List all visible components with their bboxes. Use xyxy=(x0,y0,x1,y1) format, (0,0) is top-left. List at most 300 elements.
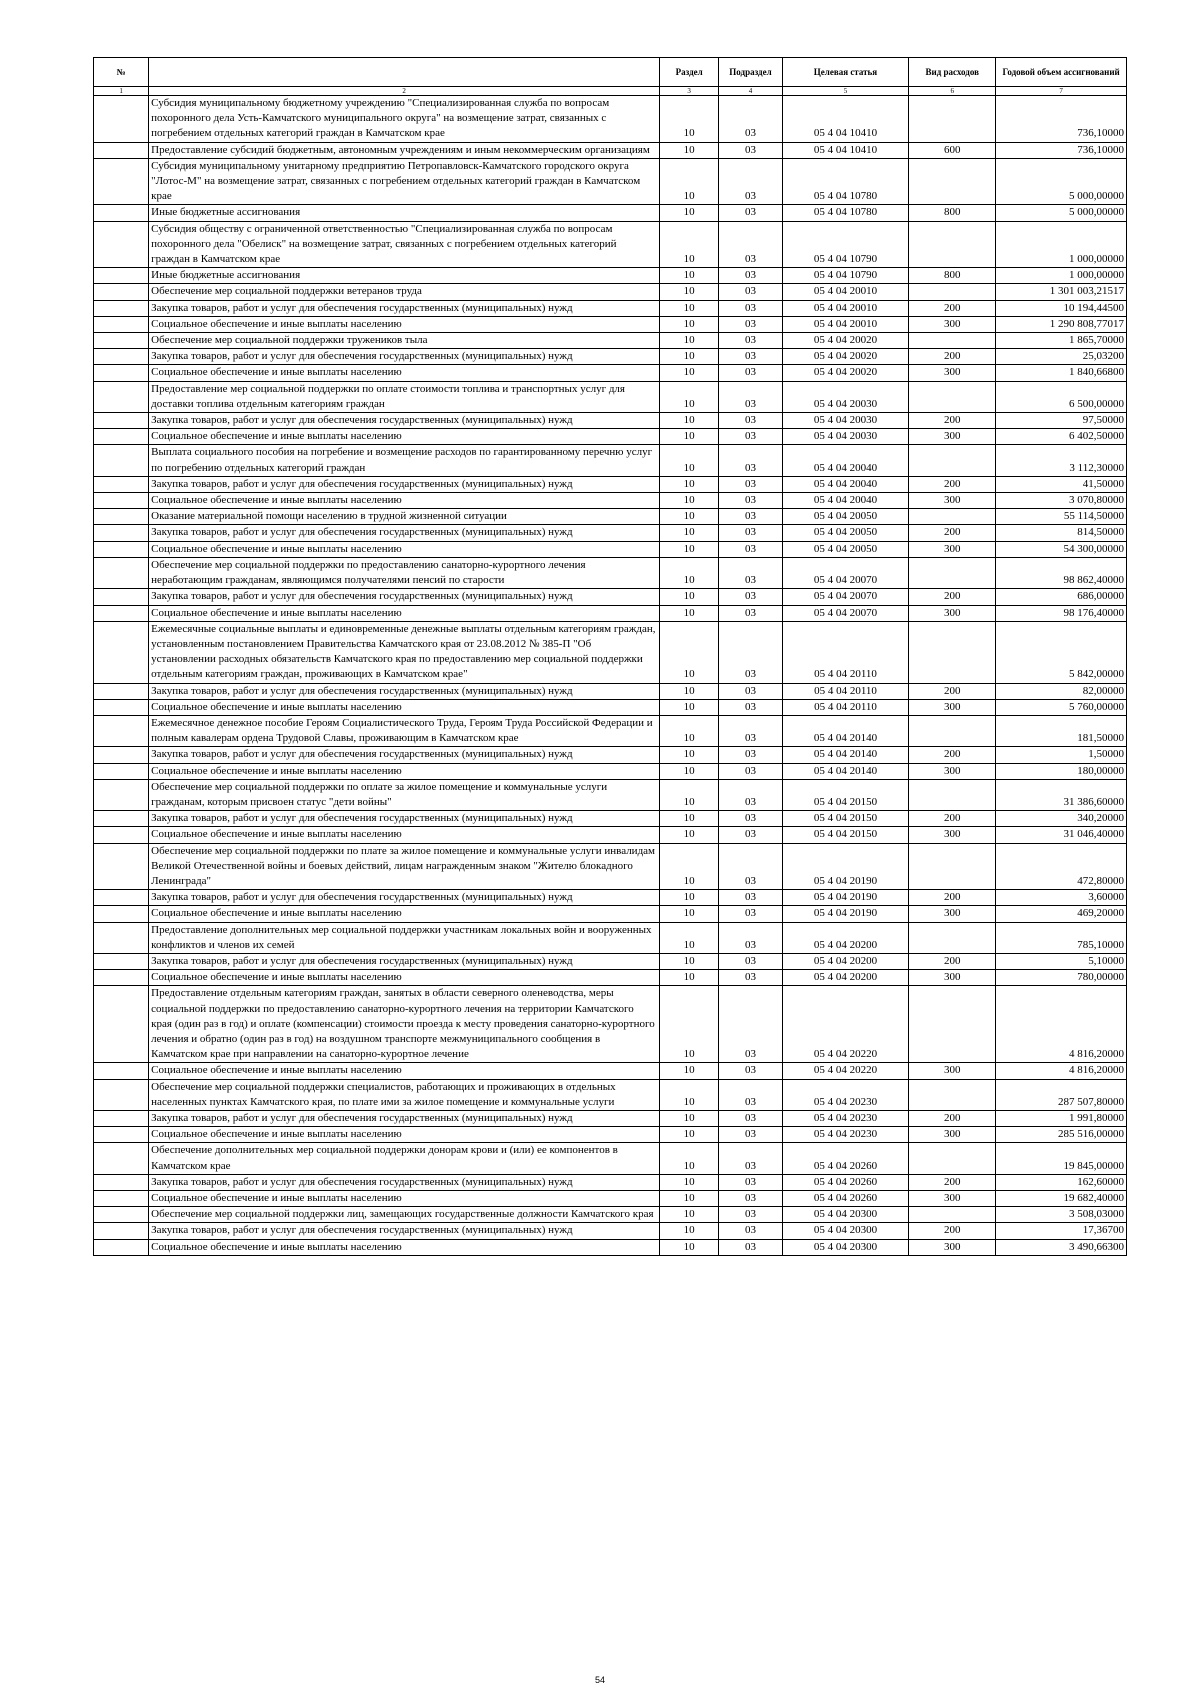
cell-tselevaya: 05 4 04 20030 xyxy=(782,413,909,429)
cell-podrazdel: 03 xyxy=(719,300,782,316)
cell-razdel: 10 xyxy=(660,381,719,412)
cell-amount: 6 500,00000 xyxy=(996,381,1127,412)
cell-razdel: 10 xyxy=(660,699,719,715)
cell-podrazdel: 03 xyxy=(719,1063,782,1079)
cell-amount: 181,50000 xyxy=(996,715,1127,746)
cell-podrazdel: 03 xyxy=(719,827,782,843)
cell-tselevaya: 05 4 04 20200 xyxy=(782,922,909,953)
cell-amount: 1 865,70000 xyxy=(996,333,1127,349)
cell-razdel: 10 xyxy=(660,1111,719,1127)
cell-podrazdel: 03 xyxy=(719,493,782,509)
cell-podrazdel: 03 xyxy=(719,541,782,557)
cell-num xyxy=(94,589,149,605)
cell-num xyxy=(94,541,149,557)
cell-amount: 3 112,30000 xyxy=(996,445,1127,476)
cell-name: Закупка товаров, работ и услуг для обеспечения государственных (муниципальных) нужд xyxy=(149,300,660,316)
cell-amount: 19 845,00000 xyxy=(996,1143,1127,1174)
cell-num xyxy=(94,906,149,922)
table-row xyxy=(94,413,1127,429)
cell-amount: 785,10000 xyxy=(996,922,1127,953)
cell-tselevaya: 05 4 04 10780 xyxy=(782,205,909,221)
cell-vid xyxy=(909,1079,996,1110)
cell-num xyxy=(94,953,149,969)
cell-podrazdel: 03 xyxy=(719,779,782,810)
cell-tselevaya: 05 4 04 20150 xyxy=(782,811,909,827)
cell-amount: 814,50000 xyxy=(996,525,1127,541)
table-row xyxy=(94,268,1127,284)
cell-amount: 340,20000 xyxy=(996,811,1127,827)
cell-amount: 3 508,03000 xyxy=(996,1207,1127,1223)
cell-name: Закупка товаров, работ и услуг для обеспечения государственных (муниципальных) нужд xyxy=(149,476,660,492)
table-row xyxy=(94,683,1127,699)
cell-amount: 6 402,50000 xyxy=(996,429,1127,445)
cell-name: Предоставление отдельным категориям граждан, занятых в области северного оленеводства, меры социальной поддержки по предоставлению санаторно-курортного лечения на территории Камчатского края (один раз в год) и оплате (компенсации) стоимости проезда к месту проведения санаторно-курортного лечения и обратно (один раз в год) на воздушном транспорте межмуниципального сообщения в Камчатском крае при направлении на санаторно-курортное лечение xyxy=(149,986,660,1063)
cell-podrazdel: 03 xyxy=(719,158,782,205)
table-row xyxy=(94,953,1127,969)
cell-razdel: 10 xyxy=(660,445,719,476)
cell-name: Социальное обеспечение и иные выплаты населению xyxy=(149,1239,660,1255)
cell-vid: 200 xyxy=(909,349,996,365)
cell-name: Социальное обеспечение и иные выплаты населению xyxy=(149,541,660,557)
cell-num xyxy=(94,429,149,445)
cell-podrazdel: 03 xyxy=(719,683,782,699)
cell-amount: 10 194,44500 xyxy=(996,300,1127,316)
cell-vid xyxy=(909,445,996,476)
cell-vid: 300 xyxy=(909,429,996,445)
cell-name: Закупка товаров, работ и услуг для обеспечения государственных (муниципальных) нужд xyxy=(149,1174,660,1190)
cell-tselevaya: 05 4 04 20040 xyxy=(782,493,909,509)
cell-podrazdel: 03 xyxy=(719,890,782,906)
table-row xyxy=(94,557,1127,588)
table-row xyxy=(94,1079,1127,1110)
cell-podrazdel: 03 xyxy=(719,1191,782,1207)
cell-amount: 5 760,00000 xyxy=(996,699,1127,715)
cell-tselevaya: 05 4 04 20020 xyxy=(782,333,909,349)
cell-razdel: 10 xyxy=(660,142,719,158)
cell-name: Закупка товаров, работ и услуг для обеспечения государственных (муниципальных) нужд xyxy=(149,525,660,541)
cell-vid: 200 xyxy=(909,683,996,699)
cell-tselevaya: 05 4 04 20190 xyxy=(782,843,909,890)
cell-name: Закупка товаров, работ и услуг для обеспечения государственных (муниципальных) нужд xyxy=(149,1223,660,1239)
cell-podrazdel: 03 xyxy=(719,316,782,332)
cell-podrazdel: 03 xyxy=(719,349,782,365)
table-row xyxy=(94,1127,1127,1143)
cell-num xyxy=(94,1174,149,1190)
cell-amount: 97,50000 xyxy=(996,413,1127,429)
cell-vid: 200 xyxy=(909,890,996,906)
cell-num xyxy=(94,827,149,843)
cell-tselevaya: 05 4 04 20010 xyxy=(782,300,909,316)
cell-amount: 5,10000 xyxy=(996,953,1127,969)
cell-razdel: 10 xyxy=(660,1174,719,1190)
cell-tselevaya: 05 4 04 20220 xyxy=(782,986,909,1063)
table-row xyxy=(94,747,1127,763)
cell-num xyxy=(94,476,149,492)
table-body xyxy=(94,96,1127,1256)
table-row xyxy=(94,381,1127,412)
cell-tselevaya: 05 4 04 20230 xyxy=(782,1111,909,1127)
cell-num xyxy=(94,158,149,205)
cell-podrazdel: 03 xyxy=(719,747,782,763)
table-row xyxy=(94,205,1127,221)
cell-razdel: 10 xyxy=(660,621,719,683)
cell-amount: 1 840,66800 xyxy=(996,365,1127,381)
cell-podrazdel: 03 xyxy=(719,525,782,541)
cell-podrazdel: 03 xyxy=(719,1143,782,1174)
cell-podrazdel: 03 xyxy=(719,1127,782,1143)
cell-razdel: 10 xyxy=(660,413,719,429)
table-row xyxy=(94,589,1127,605)
cell-razdel: 10 xyxy=(660,557,719,588)
cell-num xyxy=(94,811,149,827)
cell-num xyxy=(94,747,149,763)
cell-razdel: 10 xyxy=(660,300,719,316)
cell-name: Субсидия обществу с ограниченной ответственностью "Специализированная служба по вопросам похоронного дела "Обелиск" на возмещение затрат, связанных с погребением отдельных категорий граждан в Камчатском крае xyxy=(149,221,660,268)
budget-table xyxy=(93,57,1127,1256)
cell-razdel: 10 xyxy=(660,96,719,143)
cell-num xyxy=(94,779,149,810)
cell-num xyxy=(94,493,149,509)
cell-podrazdel: 03 xyxy=(719,96,782,143)
cell-num xyxy=(94,1223,149,1239)
cell-name: Субсидия муниципальному бюджетному учреждению "Специализированная служба по вопросам похоронного дела Усть-Камчатского муниципального округа" на возмещение затрат, связанных с погребением отдельных категорий граждан в Камчатском крае xyxy=(149,96,660,143)
header-row xyxy=(94,58,1127,87)
cell-amount: 686,00000 xyxy=(996,589,1127,605)
cell-name: Закупка товаров, работ и услуг для обеспечения государственных (муниципальных) нужд xyxy=(149,890,660,906)
cell-name: Социальное обеспечение и иные выплаты населению xyxy=(149,827,660,843)
cell-name: Выплата социального пособия на погребение и возмещение расходов по гарантированному перечню услуг по погребению отдельных категорий граждан xyxy=(149,445,660,476)
cell-vid: 300 xyxy=(909,493,996,509)
cell-razdel: 10 xyxy=(660,922,719,953)
cell-tselevaya: 05 4 04 20030 xyxy=(782,429,909,445)
cell-podrazdel: 03 xyxy=(719,1207,782,1223)
cell-vid: 200 xyxy=(909,747,996,763)
cell-tselevaya: 05 4 04 20110 xyxy=(782,699,909,715)
cell-vid xyxy=(909,333,996,349)
cell-name: Ежемесячные социальные выплаты и единовременные денежные выплаты отдельным категориям граждан, установленным постановлением Правительства Камчатского края от 23.08.2012 № 385-П "Об установлении расходных обязательств Камчатского края по предоставлению мер социальной поддержки отдельным категориям граждан, проживающих в Камчатском крае" xyxy=(149,621,660,683)
cell-tselevaya: 05 4 04 10790 xyxy=(782,221,909,268)
cell-amount: 180,00000 xyxy=(996,763,1127,779)
cell-razdel: 10 xyxy=(660,1143,719,1174)
cell-name: Ежемесячное денежное пособие Героям Социалистического Труда, Героям Труда Российской Федерации и полным кавалерам ордена Трудовой Славы, проживающим в Камчатском крае xyxy=(149,715,660,746)
cell-name: Иные бюджетные ассигнования xyxy=(149,268,660,284)
cell-tselevaya: 05 4 04 20230 xyxy=(782,1079,909,1110)
page-number: 54 xyxy=(594,1675,605,1685)
cell-name: Обеспечение мер социальной поддержки по предоставлению санаторно-курортного лечения неработающим гражданам, являющимся получателями пенсий по старости xyxy=(149,557,660,588)
cell-name: Закупка товаров, работ и услуг для обеспечения государственных (муниципальных) нужд xyxy=(149,413,660,429)
cell-name: Обеспечение мер социальной поддержки по оплате за жилое помещение и коммунальные услуги гражданам, которым присвоен статус "дети войны" xyxy=(149,779,660,810)
cell-podrazdel: 03 xyxy=(719,476,782,492)
cell-vid: 200 xyxy=(909,589,996,605)
cell-tselevaya: 05 4 04 20050 xyxy=(782,525,909,541)
cell-podrazdel: 03 xyxy=(719,986,782,1063)
column-number: 3 xyxy=(660,87,719,96)
header-col-tselevaya: Целевая статья xyxy=(782,58,909,87)
table-row xyxy=(94,284,1127,300)
cell-vid xyxy=(909,509,996,525)
cell-podrazdel: 03 xyxy=(719,811,782,827)
cell-podrazdel: 03 xyxy=(719,268,782,284)
cell-num xyxy=(94,142,149,158)
cell-vid xyxy=(909,1207,996,1223)
cell-num xyxy=(94,1143,149,1174)
cell-amount: 31 386,60000 xyxy=(996,779,1127,810)
cell-razdel: 10 xyxy=(660,221,719,268)
cell-razdel: 10 xyxy=(660,1207,719,1223)
cell-vid: 300 xyxy=(909,1239,996,1255)
column-number: 1 xyxy=(94,87,149,96)
cell-amount: 4 816,20000 xyxy=(996,1063,1127,1079)
cell-podrazdel: 03 xyxy=(719,365,782,381)
cell-name: Оказание материальной помощи населению в трудной жизненной ситуации xyxy=(149,509,660,525)
cell-vid: 200 xyxy=(909,1223,996,1239)
cell-num xyxy=(94,1111,149,1127)
cell-razdel: 10 xyxy=(660,1127,719,1143)
cell-num xyxy=(94,843,149,890)
cell-vid xyxy=(909,557,996,588)
cell-razdel: 10 xyxy=(660,763,719,779)
cell-amount: 162,60000 xyxy=(996,1174,1127,1190)
cell-vid xyxy=(909,715,996,746)
cell-tselevaya: 05 4 04 10410 xyxy=(782,96,909,143)
cell-vid: 200 xyxy=(909,811,996,827)
table-row xyxy=(94,1223,1127,1239)
cell-podrazdel: 03 xyxy=(719,715,782,746)
cell-amount: 1 000,00000 xyxy=(996,268,1127,284)
cell-num xyxy=(94,1239,149,1255)
cell-vid: 200 xyxy=(909,525,996,541)
cell-podrazdel: 03 xyxy=(719,906,782,922)
cell-amount: 3 070,80000 xyxy=(996,493,1127,509)
table-row xyxy=(94,827,1127,843)
cell-tselevaya: 05 4 04 20050 xyxy=(782,509,909,525)
cell-vid xyxy=(909,779,996,810)
cell-tselevaya: 05 4 04 20200 xyxy=(782,953,909,969)
cell-name: Закупка товаров, работ и услуг для обеспечения государственных (муниципальных) нужд xyxy=(149,349,660,365)
cell-razdel: 10 xyxy=(660,1079,719,1110)
cell-vid xyxy=(909,621,996,683)
cell-name: Социальное обеспечение и иные выплаты населению xyxy=(149,493,660,509)
cell-num xyxy=(94,557,149,588)
cell-podrazdel: 03 xyxy=(719,557,782,588)
cell-tselevaya: 05 4 04 20150 xyxy=(782,827,909,843)
table-row xyxy=(94,843,1127,890)
cell-vid: 800 xyxy=(909,205,996,221)
cell-razdel: 10 xyxy=(660,953,719,969)
cell-num xyxy=(94,316,149,332)
cell-vid: 300 xyxy=(909,1191,996,1207)
cell-vid: 200 xyxy=(909,1174,996,1190)
table-row xyxy=(94,605,1127,621)
cell-tselevaya: 05 4 04 20260 xyxy=(782,1143,909,1174)
cell-razdel: 10 xyxy=(660,158,719,205)
cell-podrazdel: 03 xyxy=(719,763,782,779)
header-col-razdel: Раздел xyxy=(660,58,719,87)
cell-tselevaya: 05 4 04 20300 xyxy=(782,1239,909,1255)
cell-razdel: 10 xyxy=(660,779,719,810)
cell-name: Социальное обеспечение и иные выплаты населению xyxy=(149,1191,660,1207)
table-row xyxy=(94,763,1127,779)
cell-num xyxy=(94,268,149,284)
table-row xyxy=(94,221,1127,268)
cell-tselevaya: 05 4 04 20140 xyxy=(782,763,909,779)
cell-razdel: 10 xyxy=(660,429,719,445)
cell-vid: 300 xyxy=(909,970,996,986)
cell-razdel: 10 xyxy=(660,827,719,843)
cell-razdel: 10 xyxy=(660,589,719,605)
cell-name: Закупка товаров, работ и услуг для обеспечения государственных (муниципальных) нужд xyxy=(149,683,660,699)
cell-num xyxy=(94,445,149,476)
column-number: 7 xyxy=(996,87,1127,96)
cell-podrazdel: 03 xyxy=(719,970,782,986)
cell-amount: 469,20000 xyxy=(996,906,1127,922)
table-row xyxy=(94,349,1127,365)
column-number: 4 xyxy=(719,87,782,96)
cell-tselevaya: 05 4 04 20220 xyxy=(782,1063,909,1079)
table-row xyxy=(94,1143,1127,1174)
cell-vid xyxy=(909,96,996,143)
cell-amount: 287 507,80000 xyxy=(996,1079,1127,1110)
cell-name: Субсидия муниципальному унитарному предприятию Петропавловск-Камчатского городского округа "Лотос-М" на возмещение затрат, связанных с погребением отдельных категорий граждан в Камчатском крае xyxy=(149,158,660,205)
cell-tselevaya: 05 4 04 20260 xyxy=(782,1191,909,1207)
cell-vid: 300 xyxy=(909,1127,996,1143)
cell-num xyxy=(94,922,149,953)
cell-vid: 300 xyxy=(909,763,996,779)
header-col-vid: Вид расходов xyxy=(909,58,996,87)
header-col-podrazdel: Подраздел xyxy=(719,58,782,87)
column-number: 5 xyxy=(782,87,909,96)
cell-podrazdel: 03 xyxy=(719,333,782,349)
table-row xyxy=(94,142,1127,158)
cell-razdel: 10 xyxy=(660,205,719,221)
table-row xyxy=(94,1063,1127,1079)
cell-vid xyxy=(909,1143,996,1174)
cell-razdel: 10 xyxy=(660,365,719,381)
cell-num xyxy=(94,605,149,621)
cell-razdel: 10 xyxy=(660,476,719,492)
cell-razdel: 10 xyxy=(660,843,719,890)
cell-tselevaya: 05 4 04 20030 xyxy=(782,381,909,412)
header-col-name xyxy=(149,58,660,87)
table-row xyxy=(94,365,1127,381)
cell-amount: 19 682,40000 xyxy=(996,1191,1127,1207)
cell-razdel: 10 xyxy=(660,811,719,827)
cell-num xyxy=(94,699,149,715)
table-row xyxy=(94,429,1127,445)
cell-name: Предоставление мер социальной поддержки по оплате стоимости топлива и транспортных услуг для доставки топлива отдельным категориям граждан xyxy=(149,381,660,412)
cell-vid: 200 xyxy=(909,413,996,429)
table-row xyxy=(94,96,1127,143)
cell-vid xyxy=(909,381,996,412)
column-number: 2 xyxy=(149,87,660,96)
cell-vid: 300 xyxy=(909,365,996,381)
cell-razdel: 10 xyxy=(660,683,719,699)
table-row xyxy=(94,890,1127,906)
cell-razdel: 10 xyxy=(660,715,719,746)
cell-razdel: 10 xyxy=(660,541,719,557)
cell-tselevaya: 05 4 04 20070 xyxy=(782,605,909,621)
header-col-obem: Годовой объем ассигнований xyxy=(996,58,1127,87)
cell-name: Обеспечение мер социальной поддержки по плате за жилое помещение и коммунальные услуги инвалидам Великой Отечественной войны и боевых действий, лицам награжденным знаком "Жителю блокадного Ленинграда" xyxy=(149,843,660,890)
cell-tselevaya: 05 4 04 20020 xyxy=(782,365,909,381)
table-row xyxy=(94,445,1127,476)
cell-tselevaya: 05 4 04 20230 xyxy=(782,1127,909,1143)
cell-amount: 1 000,00000 xyxy=(996,221,1127,268)
cell-vid xyxy=(909,922,996,953)
cell-tselevaya: 05 4 04 20200 xyxy=(782,970,909,986)
cell-amount: 54 300,00000 xyxy=(996,541,1127,557)
cell-razdel: 10 xyxy=(660,747,719,763)
cell-amount: 55 114,50000 xyxy=(996,509,1127,525)
cell-podrazdel: 03 xyxy=(719,1223,782,1239)
cell-num xyxy=(94,683,149,699)
cell-podrazdel: 03 xyxy=(719,509,782,525)
cell-tselevaya: 05 4 04 20050 xyxy=(782,541,909,557)
cell-amount: 17,36700 xyxy=(996,1223,1127,1239)
header-col-no: № xyxy=(94,58,149,87)
cell-name: Закупка товаров, работ и услуг для обеспечения государственных (муниципальных) нужд xyxy=(149,747,660,763)
cell-tselevaya: 05 4 04 20070 xyxy=(782,557,909,588)
cell-name: Социальное обеспечение и иные выплаты населению xyxy=(149,699,660,715)
cell-tselevaya: 05 4 04 20140 xyxy=(782,715,909,746)
cell-vid: 200 xyxy=(909,1111,996,1127)
cell-name: Обеспечение мер социальной поддержки тружеников тыла xyxy=(149,333,660,349)
cell-razdel: 10 xyxy=(660,890,719,906)
cell-num xyxy=(94,349,149,365)
cell-amount: 3,60000 xyxy=(996,890,1127,906)
cell-name: Иные бюджетные ассигнования xyxy=(149,205,660,221)
cell-podrazdel: 03 xyxy=(719,381,782,412)
cell-amount: 1,50000 xyxy=(996,747,1127,763)
cell-vid: 300 xyxy=(909,316,996,332)
cell-num xyxy=(94,970,149,986)
table-row xyxy=(94,970,1127,986)
cell-num xyxy=(94,986,149,1063)
cell-num xyxy=(94,621,149,683)
cell-tselevaya: 05 4 04 20020 xyxy=(782,349,909,365)
cell-name: Социальное обеспечение и иные выплаты населению xyxy=(149,365,660,381)
cell-name: Обеспечение мер социальной поддержки лиц, замещающих государственные должности Камчатского края xyxy=(149,1207,660,1223)
cell-amount: 5 842,00000 xyxy=(996,621,1127,683)
cell-tselevaya: 05 4 04 20300 xyxy=(782,1207,909,1223)
cell-razdel: 10 xyxy=(660,333,719,349)
cell-name: Закупка товаров, работ и услуг для обеспечения государственных (муниципальных) нужд xyxy=(149,953,660,969)
cell-razdel: 10 xyxy=(660,284,719,300)
table-row xyxy=(94,541,1127,557)
cell-num xyxy=(94,509,149,525)
cell-amount: 780,00000 xyxy=(996,970,1127,986)
cell-num xyxy=(94,763,149,779)
cell-podrazdel: 03 xyxy=(719,843,782,890)
cell-amount: 41,50000 xyxy=(996,476,1127,492)
table-row xyxy=(94,1174,1127,1190)
cell-podrazdel: 03 xyxy=(719,1079,782,1110)
cell-razdel: 10 xyxy=(660,605,719,621)
cell-tselevaya: 05 4 04 10790 xyxy=(782,268,909,284)
cell-tselevaya: 05 4 04 20260 xyxy=(782,1174,909,1190)
cell-podrazdel: 03 xyxy=(719,1239,782,1255)
cell-amount: 285 516,00000 xyxy=(996,1127,1127,1143)
cell-razdel: 10 xyxy=(660,970,719,986)
cell-podrazdel: 03 xyxy=(719,953,782,969)
cell-amount: 5 000,00000 xyxy=(996,205,1127,221)
cell-name: Социальное обеспечение и иные выплаты населению xyxy=(149,429,660,445)
cell-num xyxy=(94,1079,149,1110)
cell-tselevaya: 05 4 04 10780 xyxy=(782,158,909,205)
table-row xyxy=(94,493,1127,509)
cell-amount: 1 290 808,77017 xyxy=(996,316,1127,332)
cell-podrazdel: 03 xyxy=(719,621,782,683)
